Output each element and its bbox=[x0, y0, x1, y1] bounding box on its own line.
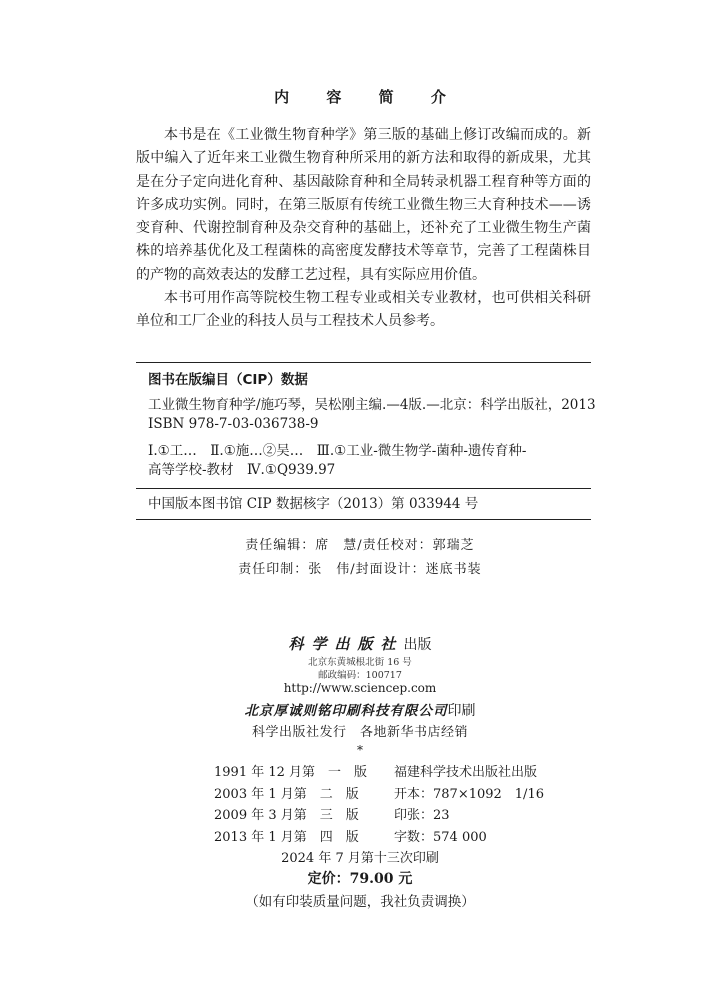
separator-star: * bbox=[357, 743, 363, 757]
editors-line-2: 责任印制：张 伟/封面设计：迷底书装 bbox=[238, 562, 482, 577]
reprint-info: 2024 年 7 月第十三次印刷 bbox=[281, 851, 439, 866]
summary-text bbox=[136, 124, 591, 334]
cip-body bbox=[148, 396, 596, 480]
cip-record: 工业微生物育种学/施巧琴，吴松刚主编.—4版.—北京：科学出版社，2013 bbox=[148, 397, 596, 413]
editors-line-1: 责任编辑：席 慧/责任校对：郭瑞芝 bbox=[245, 538, 475, 553]
publisher-url: http://www.sciencep.com bbox=[283, 681, 437, 695]
edition-date: 2009 年 3 月第 三 版 bbox=[214, 808, 359, 823]
edition-row bbox=[214, 762, 544, 784]
summary-paragraph-1: 本书是在《工业微生物育种学》第三版的基础上修订改编而成的。新版中编入了近年来工业微生物育种所采用的新方法和取得的新成果，尤其是在分子定向进化育种、基因敲除育种和全局转录机器工程育种等方面的许多成功实例。同时，在第三版原有传统工业微生物三大育种技术——诱变育种、代谢控制育种及杂交育种的基础上，还补充了工业微生物生产菌株的培养基优化及工程菌株的高密度发酵技术等章节，完善了工程菌株目的产物的高效表达的发酵工艺过程，具有实际应用价值。 bbox=[136, 127, 591, 283]
printer-line bbox=[0, 699, 720, 720]
publisher-address: 北京东黄城根北街 16 号 bbox=[308, 657, 412, 668]
cip-data-box bbox=[136, 362, 596, 520]
page-title: 内 容 简 介 bbox=[274, 88, 462, 106]
summary-paragraph-2: 本书可用作高等院校生物工程专业或相关专业教材，也可供相关科研单位和工厂企业的科技人员与工程技术人员参考。 bbox=[136, 290, 591, 330]
edition-row bbox=[214, 784, 544, 806]
edition-info: 开本：787×1092 1/16 bbox=[394, 786, 544, 802]
edition-date: 2003 年 1 月第 二 版 bbox=[214, 786, 359, 802]
price: 定价：79.00 元 bbox=[307, 871, 413, 887]
cip-classification-line-2: 高等学校-教材 Ⅳ.①Q939.97 bbox=[148, 462, 336, 478]
printer-name: 北京厚诚则铭印刷科技有限公司 bbox=[244, 703, 448, 719]
publisher-suffix: 出版 bbox=[403, 637, 432, 653]
quality-note: （如有印装质量问题，我社负责调换） bbox=[245, 894, 475, 910]
edition-row bbox=[214, 827, 544, 849]
edition-info: 字数：574 000 bbox=[394, 829, 487, 845]
cip-classification-line-1: Ⅰ.①工… Ⅱ.①施…②吴… Ⅲ.①工业-微生物学-菌种-遗传育种- bbox=[148, 443, 527, 459]
edition-row bbox=[214, 805, 544, 827]
publisher-postcode: 邮政编码：100717 bbox=[318, 670, 402, 681]
cip-isbn: ISBN 978-7-03-036738-9 bbox=[148, 416, 319, 432]
publisher-line bbox=[0, 633, 720, 654]
edition-table bbox=[214, 762, 544, 848]
distribution-line: 科学出版社发行 各地新华书店经销 bbox=[251, 725, 468, 740]
edition-info: 印张：23 bbox=[394, 808, 450, 823]
cip-record-number: 中国版本图书馆 CIP 数据核字（2013）第 033944 号 bbox=[148, 496, 479, 512]
edition-date: 2013 年 1 月第 四 版 bbox=[214, 829, 359, 845]
edition-info: 福建科学技术出版社出版 bbox=[394, 765, 538, 780]
edition-date: 1991 年 12 月第 一 版 bbox=[214, 765, 368, 780]
cip-heading: 图书在版编目（CIP）数据 bbox=[148, 372, 308, 388]
publisher-name: 科学出版社 bbox=[288, 635, 404, 653]
printer-suffix: 印刷 bbox=[447, 703, 476, 719]
